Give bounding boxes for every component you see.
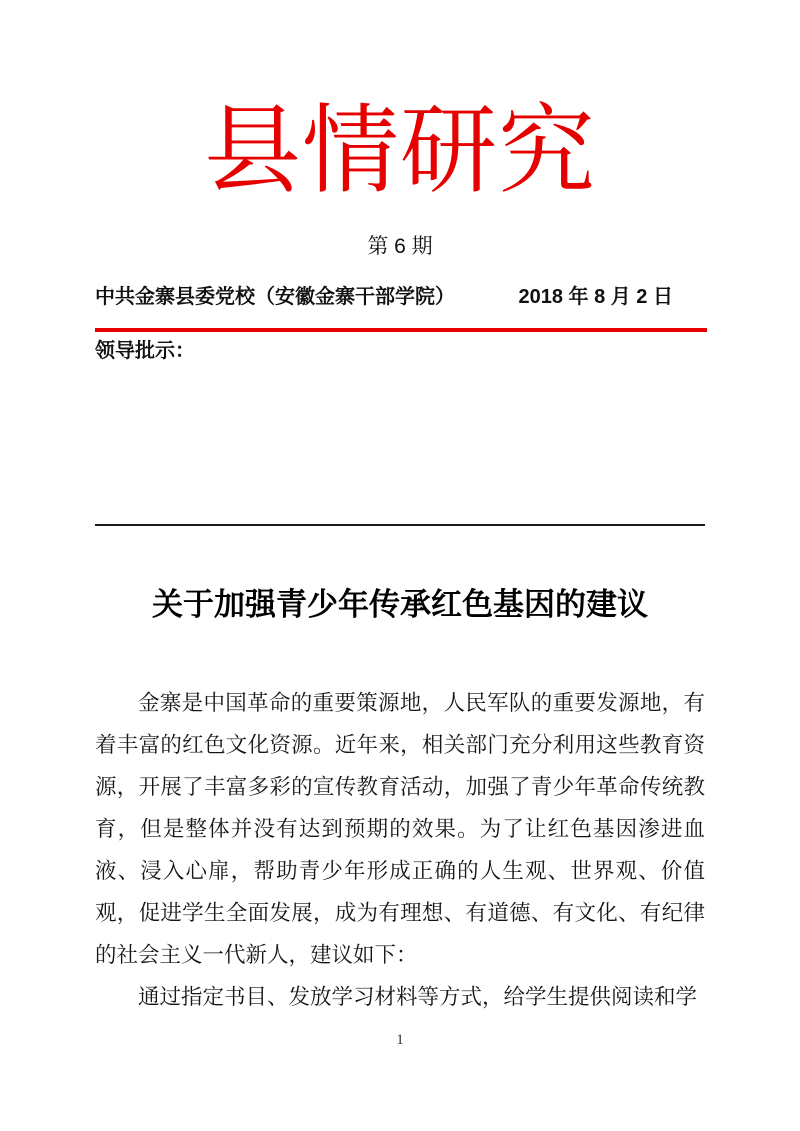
- article-title: 关于加强青少年传承红色基因的建议: [152, 587, 648, 622]
- article-body: [95, 682, 705, 1018]
- page-number: 1: [396, 1032, 404, 1048]
- article-paragraph-1: 金寨是中国革命的重要策源地，人民军队的重要发源地，有着丰富的红色文化资源。近年来，相关部门充分利用这些教育资源，开展了丰富多彩的宣传教育活动，加强了青少年革命传统教育，但是整体并没有达到预期的效果。为了让红色基因渗进血液、浸入心扉，帮助青少年形成正确的人生观、世界观、价值观，促进学生全面发展，成为有理想、有道德、有文化、有纪律的社会主义一代新人，建议如下：: [95, 691, 705, 967]
- leader-note-label: 领导批示：: [95, 340, 195, 362]
- issue-number: 第 6 期: [367, 235, 433, 258]
- masthead-meta-row: [95, 283, 705, 311]
- publish-date: 2018 年 8 月 2 日: [518, 286, 673, 308]
- masthead-title: 县情研究: [204, 96, 596, 205]
- black-divider-rule: [95, 524, 705, 526]
- article-paragraph-2: 通过指定书目、发放学习材料等方式，给学生提供阅读和学: [138, 985, 698, 1009]
- publisher-name: 中共金寨县委党校（安徽金寨干部学院）: [95, 286, 455, 308]
- red-divider-rule: [95, 328, 707, 332]
